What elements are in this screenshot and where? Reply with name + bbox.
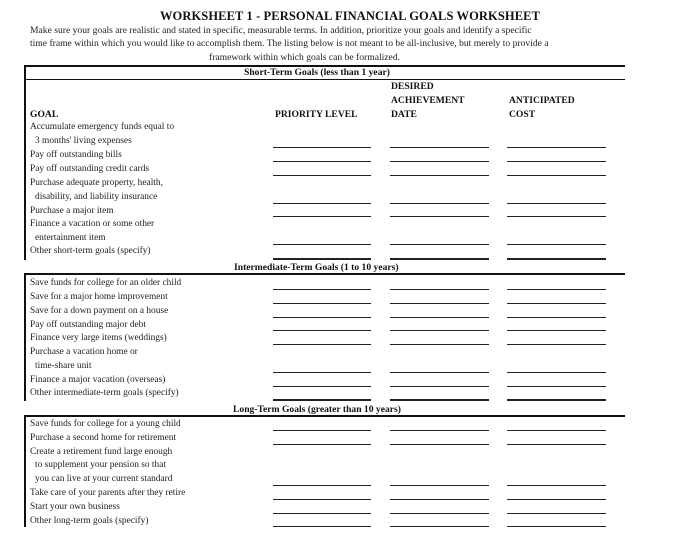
priority-answer-line[interactable] <box>273 244 371 245</box>
date-answer-line[interactable] <box>390 444 489 445</box>
cost-answer-line[interactable] <box>507 526 606 527</box>
short-goal: Other short-term goals (specify) <box>30 246 151 256</box>
date-answer-line[interactable] <box>390 303 489 304</box>
long-goal: to supplement your pension so that <box>35 460 166 470</box>
cost-answer-line[interactable] <box>507 175 606 176</box>
priority-answer-line[interactable] <box>273 330 371 331</box>
cost-answer-line[interactable] <box>507 499 606 500</box>
priority-answer-line[interactable] <box>273 317 371 318</box>
intermediate-goal: Save for a down payment on a house <box>30 306 169 316</box>
cost-answer-line[interactable] <box>507 147 606 148</box>
short-term-title-rule <box>26 79 625 80</box>
anticipated-header-2: COST <box>509 109 536 120</box>
priority-answer-line[interactable] <box>273 161 371 162</box>
priority-answer-line[interactable] <box>273 344 371 345</box>
intermediate-goal: Other intermediate-term goals (specify) <box>30 388 179 398</box>
short-goal: Purchase a major item <box>30 206 114 216</box>
cost-answer-line[interactable] <box>507 485 606 486</box>
desired-header-2: ACHIEVEMENT <box>391 95 465 106</box>
cost-answer-line[interactable] <box>507 303 606 304</box>
cost-answer-line[interactable] <box>507 317 606 318</box>
short-goal: disability, and liability insurance <box>35 192 158 202</box>
long-goal: you can live at your current standard <box>35 474 173 484</box>
date-answer-line[interactable] <box>390 216 489 217</box>
cost-answer-line[interactable] <box>507 344 606 345</box>
short-term-title: Short-Term Goals (less than 1 year) <box>244 67 390 78</box>
long-goal: Other long-term goals (specify) <box>30 516 149 526</box>
intermediate-title-rule <box>24 273 625 275</box>
cost-answer-line[interactable] <box>507 399 606 401</box>
intermediate-goal: Save funds for college for an older child <box>30 278 182 288</box>
date-answer-line[interactable] <box>390 258 489 260</box>
date-answer-line[interactable] <box>390 499 489 500</box>
short-goal: Finance a vacation or some other <box>30 219 155 229</box>
cost-answer-line[interactable] <box>507 386 606 387</box>
intermediate-left-border <box>24 273 26 401</box>
priority-answer-line[interactable] <box>273 430 371 431</box>
date-answer-line[interactable] <box>390 244 489 245</box>
long-term-title-rule <box>24 415 625 417</box>
intermediate-goal: time-share unit <box>35 361 92 371</box>
priority-answer-line[interactable] <box>273 444 371 445</box>
cost-answer-line[interactable] <box>507 258 606 260</box>
date-answer-line[interactable] <box>390 161 489 162</box>
date-answer-line[interactable] <box>390 175 489 176</box>
priority-answer-line[interactable] <box>273 372 371 373</box>
cost-answer-line[interactable] <box>507 216 606 217</box>
date-answer-line[interactable] <box>390 399 489 401</box>
priority-answer-line[interactable] <box>273 399 371 401</box>
intro-line-1: Make sure your goals are realistic and stated in specific, measurable terms. In addition, prioritize your goals and identify a specific <box>30 25 532 36</box>
priority-answer-line[interactable] <box>273 526 371 527</box>
short-goal: Pay off outstanding credit cards <box>30 164 150 174</box>
date-answer-line[interactable] <box>390 513 489 514</box>
priority-answer-line[interactable] <box>273 147 371 148</box>
date-answer-line[interactable] <box>390 344 489 345</box>
goal-header: GOAL <box>30 109 59 120</box>
priority-answer-line[interactable] <box>273 499 371 500</box>
long-goal: Start your own business <box>30 502 120 512</box>
date-answer-line[interactable] <box>390 526 489 527</box>
intermediate-goal: Finance very large items (weddings) <box>30 333 167 343</box>
long-goal: Take care of your parents after they retire <box>30 488 186 498</box>
short-goal: 3 months' living expenses <box>35 136 132 146</box>
date-answer-line[interactable] <box>390 317 489 318</box>
date-answer-line[interactable] <box>390 485 489 486</box>
worksheet-title: WORKSHEET 1 - PERSONAL FINANCIAL GOALS WORKSHEET <box>159 9 541 23</box>
short-goal: Pay off outstanding bills <box>30 150 122 160</box>
intermediate-goal: Save for a major home improvement <box>30 292 168 302</box>
long-term-title: Long-Term Goals (greater than 10 years) <box>233 404 401 415</box>
long-goal: Purchase a second home for retirement <box>30 433 177 443</box>
date-answer-line[interactable] <box>390 372 489 373</box>
date-answer-line[interactable] <box>390 203 489 204</box>
cost-answer-line[interactable] <box>507 289 606 290</box>
intermediate-goal: Purchase a vacation home or <box>30 347 138 357</box>
desired-header-3: DATE <box>391 109 417 120</box>
priority-answer-line[interactable] <box>273 258 371 260</box>
priority-answer-line[interactable] <box>273 216 371 217</box>
priority-header: PRIORITY LEVEL <box>275 109 358 120</box>
cost-answer-line[interactable] <box>507 444 606 445</box>
short-goal: Purchase adequate property, health, <box>30 178 163 188</box>
date-answer-line[interactable] <box>390 386 489 387</box>
priority-answer-line[interactable] <box>273 203 371 204</box>
priority-answer-line[interactable] <box>273 175 371 176</box>
intermediate-goal: Pay off outstanding major debt <box>30 320 146 330</box>
cost-answer-line[interactable] <box>507 203 606 204</box>
cost-answer-line[interactable] <box>507 430 606 431</box>
cost-answer-line[interactable] <box>507 161 606 162</box>
long-term-left-border <box>24 415 26 527</box>
priority-answer-line[interactable] <box>273 513 371 514</box>
intermediate-term-title: Intermediate-Term Goals (1 to 10 years) <box>234 262 399 273</box>
intro-line-3: framework within which goals can be formalized. <box>209 52 401 63</box>
date-answer-line[interactable] <box>390 430 489 431</box>
anticipated-header-1: ANTICIPATED <box>509 95 575 106</box>
short-goal: entertainment item <box>35 233 106 243</box>
desired-header-1: DESIRED <box>391 81 434 92</box>
short-goal: Accumulate emergency funds equal to <box>30 122 175 132</box>
long-goal: Create a retirement fund large enough <box>30 447 173 457</box>
cost-answer-line[interactable] <box>507 513 606 514</box>
cost-answer-line[interactable] <box>507 330 606 331</box>
date-answer-line[interactable] <box>390 147 489 148</box>
intermediate-goal: Finance a major vacation (overseas) <box>30 375 166 385</box>
date-answer-line[interactable] <box>390 289 489 290</box>
cost-answer-line[interactable] <box>507 244 606 245</box>
priority-answer-line[interactable] <box>273 303 371 304</box>
intro-line-2: time frame within which you would like to accomplish them. The listing below is not meant to be all-inclusive, but merely to provide a <box>30 38 549 49</box>
priority-answer-line[interactable] <box>273 289 371 290</box>
priority-answer-line[interactable] <box>273 485 371 486</box>
long-goal: Save funds for college for a young child <box>30 419 181 429</box>
short-term-left-border <box>24 65 26 260</box>
cost-answer-line[interactable] <box>507 372 606 373</box>
priority-answer-line[interactable] <box>273 386 371 387</box>
date-answer-line[interactable] <box>390 330 489 331</box>
